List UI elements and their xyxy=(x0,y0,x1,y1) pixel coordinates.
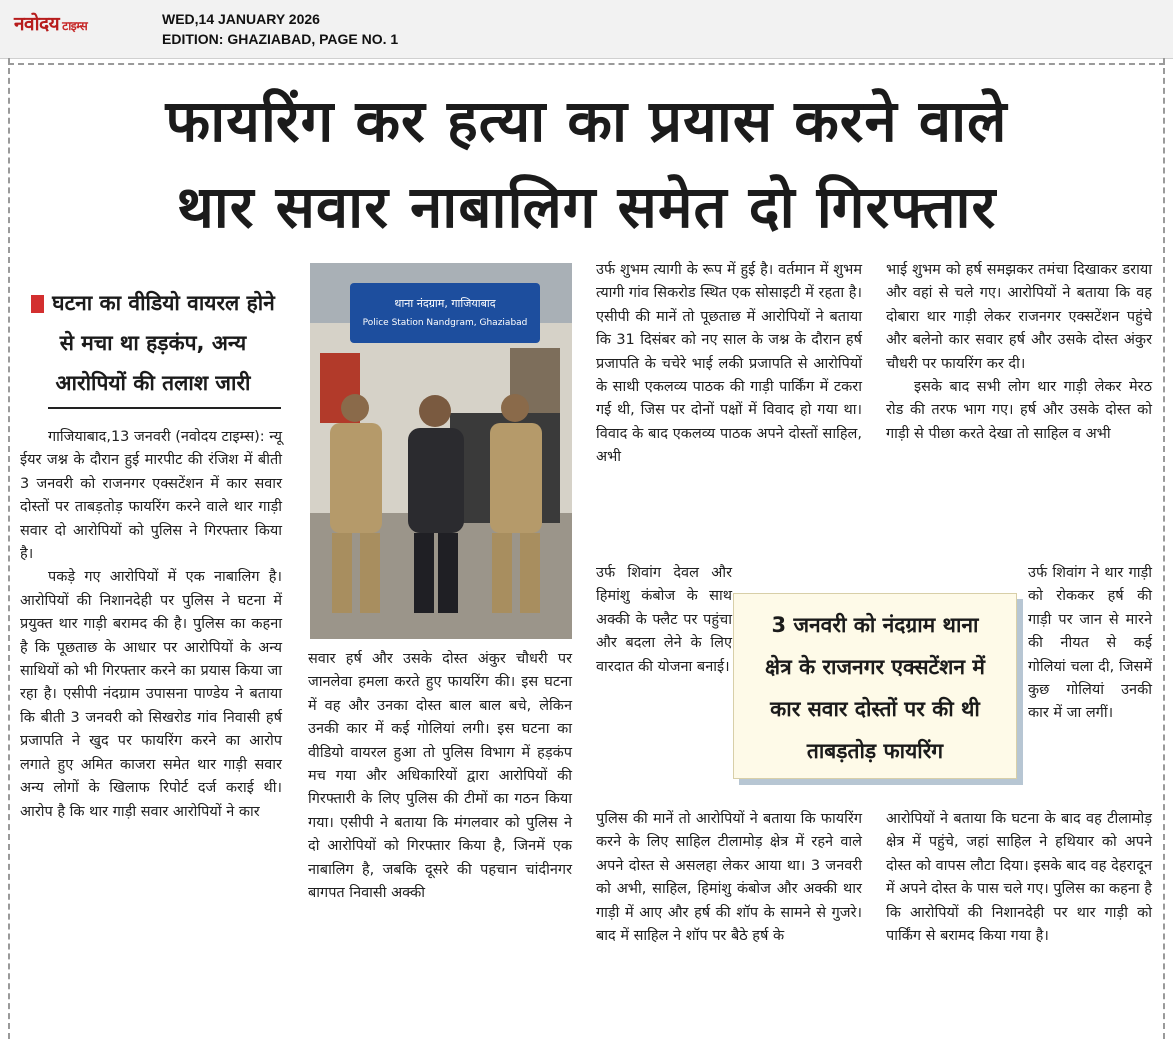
subhead-line-2: से मचा था हड़कंप, अन्य xyxy=(59,331,247,355)
article-column-3-bottom xyxy=(596,808,862,948)
article-paragraph: पकड़े गए आरोपियों में एक नाबालिग है। आरोपियों की निशानदेही पर पुलिस ने घटना में प्रयुक्त थार गाड़ी बरामद की है। पुलिस का कहना है कि पूछताछ के आधार पर आरोपियों के अन्य साथियों को भी गिरफ्तार करने का प्रयास किया जा रहा है। एसीपी नंदग्राम उपासना पाण्डेय ने बताया कि बीती 3 जनवरी को सिखरोड गांव निवासी हर्ष प्रजापति ने खुद पर फायरिंग करने का आरोप लगाते हुए अमित काजरा समेत थार गाड़ी सवार अन्य लोगों के खिलाफ रिपोर्ट दर्ज कराई थी। आरोप है कि थार गाड़ी सवार आरोपियों ने कार xyxy=(20,569,282,820)
sub-headline xyxy=(22,283,284,403)
article-paragraph: सवार हर्ष और उसके दोस्त अंकुर चौधरी पर जानलेवा हमला करते हुए फायरिंग की। इस घटना में वह और उनका दोस्त बाल बाल बचे, लेकिन उनकी कार में कई गोलियां लगी। इस घटना का वीडियो वायरल हुआ तो पुलिस विभाग में हड़कंप मच गया और अधिकारियों द्वारा आरोपियों की गिरफ्तारी के लिए पुलिस की टीमों का गठन किया गया। एसीपी ने बताया कि मंगलवार को पुलिस ने दो आरोपियों को गिरफ्तार किया है, जिनमें एक नाबालिग है, जबकि दूसरे की पहचान चांदीनगर बागपत निवासी अक्की xyxy=(308,651,572,902)
red-bullet-icon xyxy=(31,295,44,313)
pull-quote-line-2: क्षेत्र के राजनगर एक्सटेंशन में xyxy=(765,655,985,679)
article-paragraph: पुलिस की मानें तो आरोपियों ने बताया कि फायरिंग करने के लिए साहिल टीलामोड़ क्षेत्र में रहने वाले अपने दोस्त से असलहा लेकर आया था। 3 जनवरी को अभी, साहिल, हिमांशु कंबोज और अक्की थार गाड़ी में आए और हर्ष की शॉप के सामने से गुजरे। बाद में साहिल ने शॉप पर बैठे हर्ष के xyxy=(596,811,862,945)
page-border-top xyxy=(8,63,1165,65)
subhead-divider xyxy=(48,407,281,409)
article-column-1 xyxy=(20,426,282,824)
edition-date: WED,14 JANUARY 2026 xyxy=(162,11,320,27)
article-column-3 xyxy=(596,259,862,470)
masthead-bar xyxy=(0,0,1173,59)
article-paragraph: गाजियाबाद,13 जनवरी (नवोदय टाइम्स): न्यू ईयर जश्न के दौरान हुई मारपीट की रंजिश में बीती 3 जनवरी को राजनगर एक्सटेंशन में कार सवार दोस्तों पर ताबड़तोड़ फायरिंग करने वाले थार गाड़ी सवार दो आरोपियों को पुलिस ने गिरफ्तार किया है। xyxy=(20,429,282,563)
logo-subtext: टाइम्स xyxy=(62,19,88,33)
headline-line-2: थार सवार नाबालिग समेत दो गिरफ्तार xyxy=(176,173,997,241)
edition-info xyxy=(162,9,398,49)
photo-sign-english: Police Station Nandgram, Ghaziabad xyxy=(362,318,528,328)
newspaper-logo[interactable] xyxy=(14,10,87,36)
article-paragraph: उर्फ शिवांग देवल और हिमांशु कंबोज के साथ अक्की के फ्लैट पर पहुंचा और बदला लेने के लिए वारदात की योजना बनाई। xyxy=(596,565,732,675)
article-column-4-bottom xyxy=(886,808,1152,948)
pull-quote-line-4: ताबड़तोड़ फायरिंग xyxy=(806,739,944,763)
article-column-4 xyxy=(886,259,1152,446)
headline-line-1: फायरिंग कर हत्या का प्रयास करने वाले xyxy=(165,87,1008,155)
page-border-left xyxy=(8,58,10,1039)
edition-page: EDITION: GHAZIABAD, PAGE NO. 1 xyxy=(162,31,399,47)
news-photo[interactable] xyxy=(310,263,572,639)
article-column-2 xyxy=(308,648,572,905)
article-paragraph: आरोपियों ने बताया कि घटना के बाद वह टीलामोड़ क्षेत्र में पहुंचे, जहां साहिल ने हथियार को अपने दोस्त को वापस लौटा दिया। इसके बाद वह देहरादून में अपने दोस्त के पास चले गए। पुलिस का कहना है कि आरोपियों की निशानदेही पर थार गाड़ी को पार्किंग से बरामद किया गया है। xyxy=(886,811,1152,945)
police-arrest-photo xyxy=(310,263,572,639)
logo-text: नवोदय xyxy=(14,13,60,35)
article-paragraph: भाई शुभम को हर्ष समझकर तमंचा दिखाकर डराया और वहां से चले गए। आरोपियों ने बताया कि वह दोबारा थार गाड़ी लेकर राजनगर एक्सटेंशन पहुंचे और बलेनो कार सवार हर्ष और उसके दोस्त अंकुर चौधरी पर फायरिंग कर दी। xyxy=(886,262,1152,372)
photo-sign-hindi: थाना नंदग्राम, गाजियाबाद xyxy=(394,297,496,310)
article-column-3-wrap xyxy=(596,562,732,679)
article-paragraph: उर्फ शिवांग ने थार गाड़ी को रोककर हर्ष की गाड़ी पर जान से मारने की नीयत से कई गोलियां चला दी, जिसमें कुछ गोलियां उनकी कार में जा लगीं। xyxy=(1028,565,1152,722)
article-paragraph: इसके बाद सभी लोग थार गाड़ी लेकर मेरठ रोड की तरफ भाग गए। हर्ष और उसके दोस्त को गाड़ी से पीछा करते देखा तो साहिल व अभी xyxy=(886,379,1152,442)
article-column-4-wrap xyxy=(1028,562,1152,726)
page-border-right xyxy=(1163,58,1165,1039)
article-paragraph: उर्फ शुभम त्यागी के रूप में हुई है। वर्तमान में शुभम त्यागी गांव सिकरोड स्थित एक सोसाइटी में रहता है। एसीपी की मानें तो पूछताछ में आरोपियों ने बताया कि 31 दिसंबर को नए साल के जश्न के दौरान हर्ष प्रजापति के चचेरे भाई लकी प्रजापति से आरोपियों के साथी एकलव्य पाठक की गाड़ी पार्किंग में टकरा गई थी, जिस पर दोनों पक्षों में विवाद हो गया था। विवाद के बाद एकलव्य पाठक अपने दोस्तों साहिल, अभी xyxy=(596,262,862,466)
subhead-line-1: घटना का वीडियो वायरल होने xyxy=(52,291,275,315)
subhead-line-3: आरोपियों की तलाश जारी xyxy=(55,371,251,395)
pull-quote-line-3: कार सवार दोस्तों पर की थी xyxy=(770,697,980,721)
pull-quote-line-1: 3 जनवरी को नंदग्राम थाना xyxy=(771,613,979,637)
pull-quote-box xyxy=(733,593,1017,779)
